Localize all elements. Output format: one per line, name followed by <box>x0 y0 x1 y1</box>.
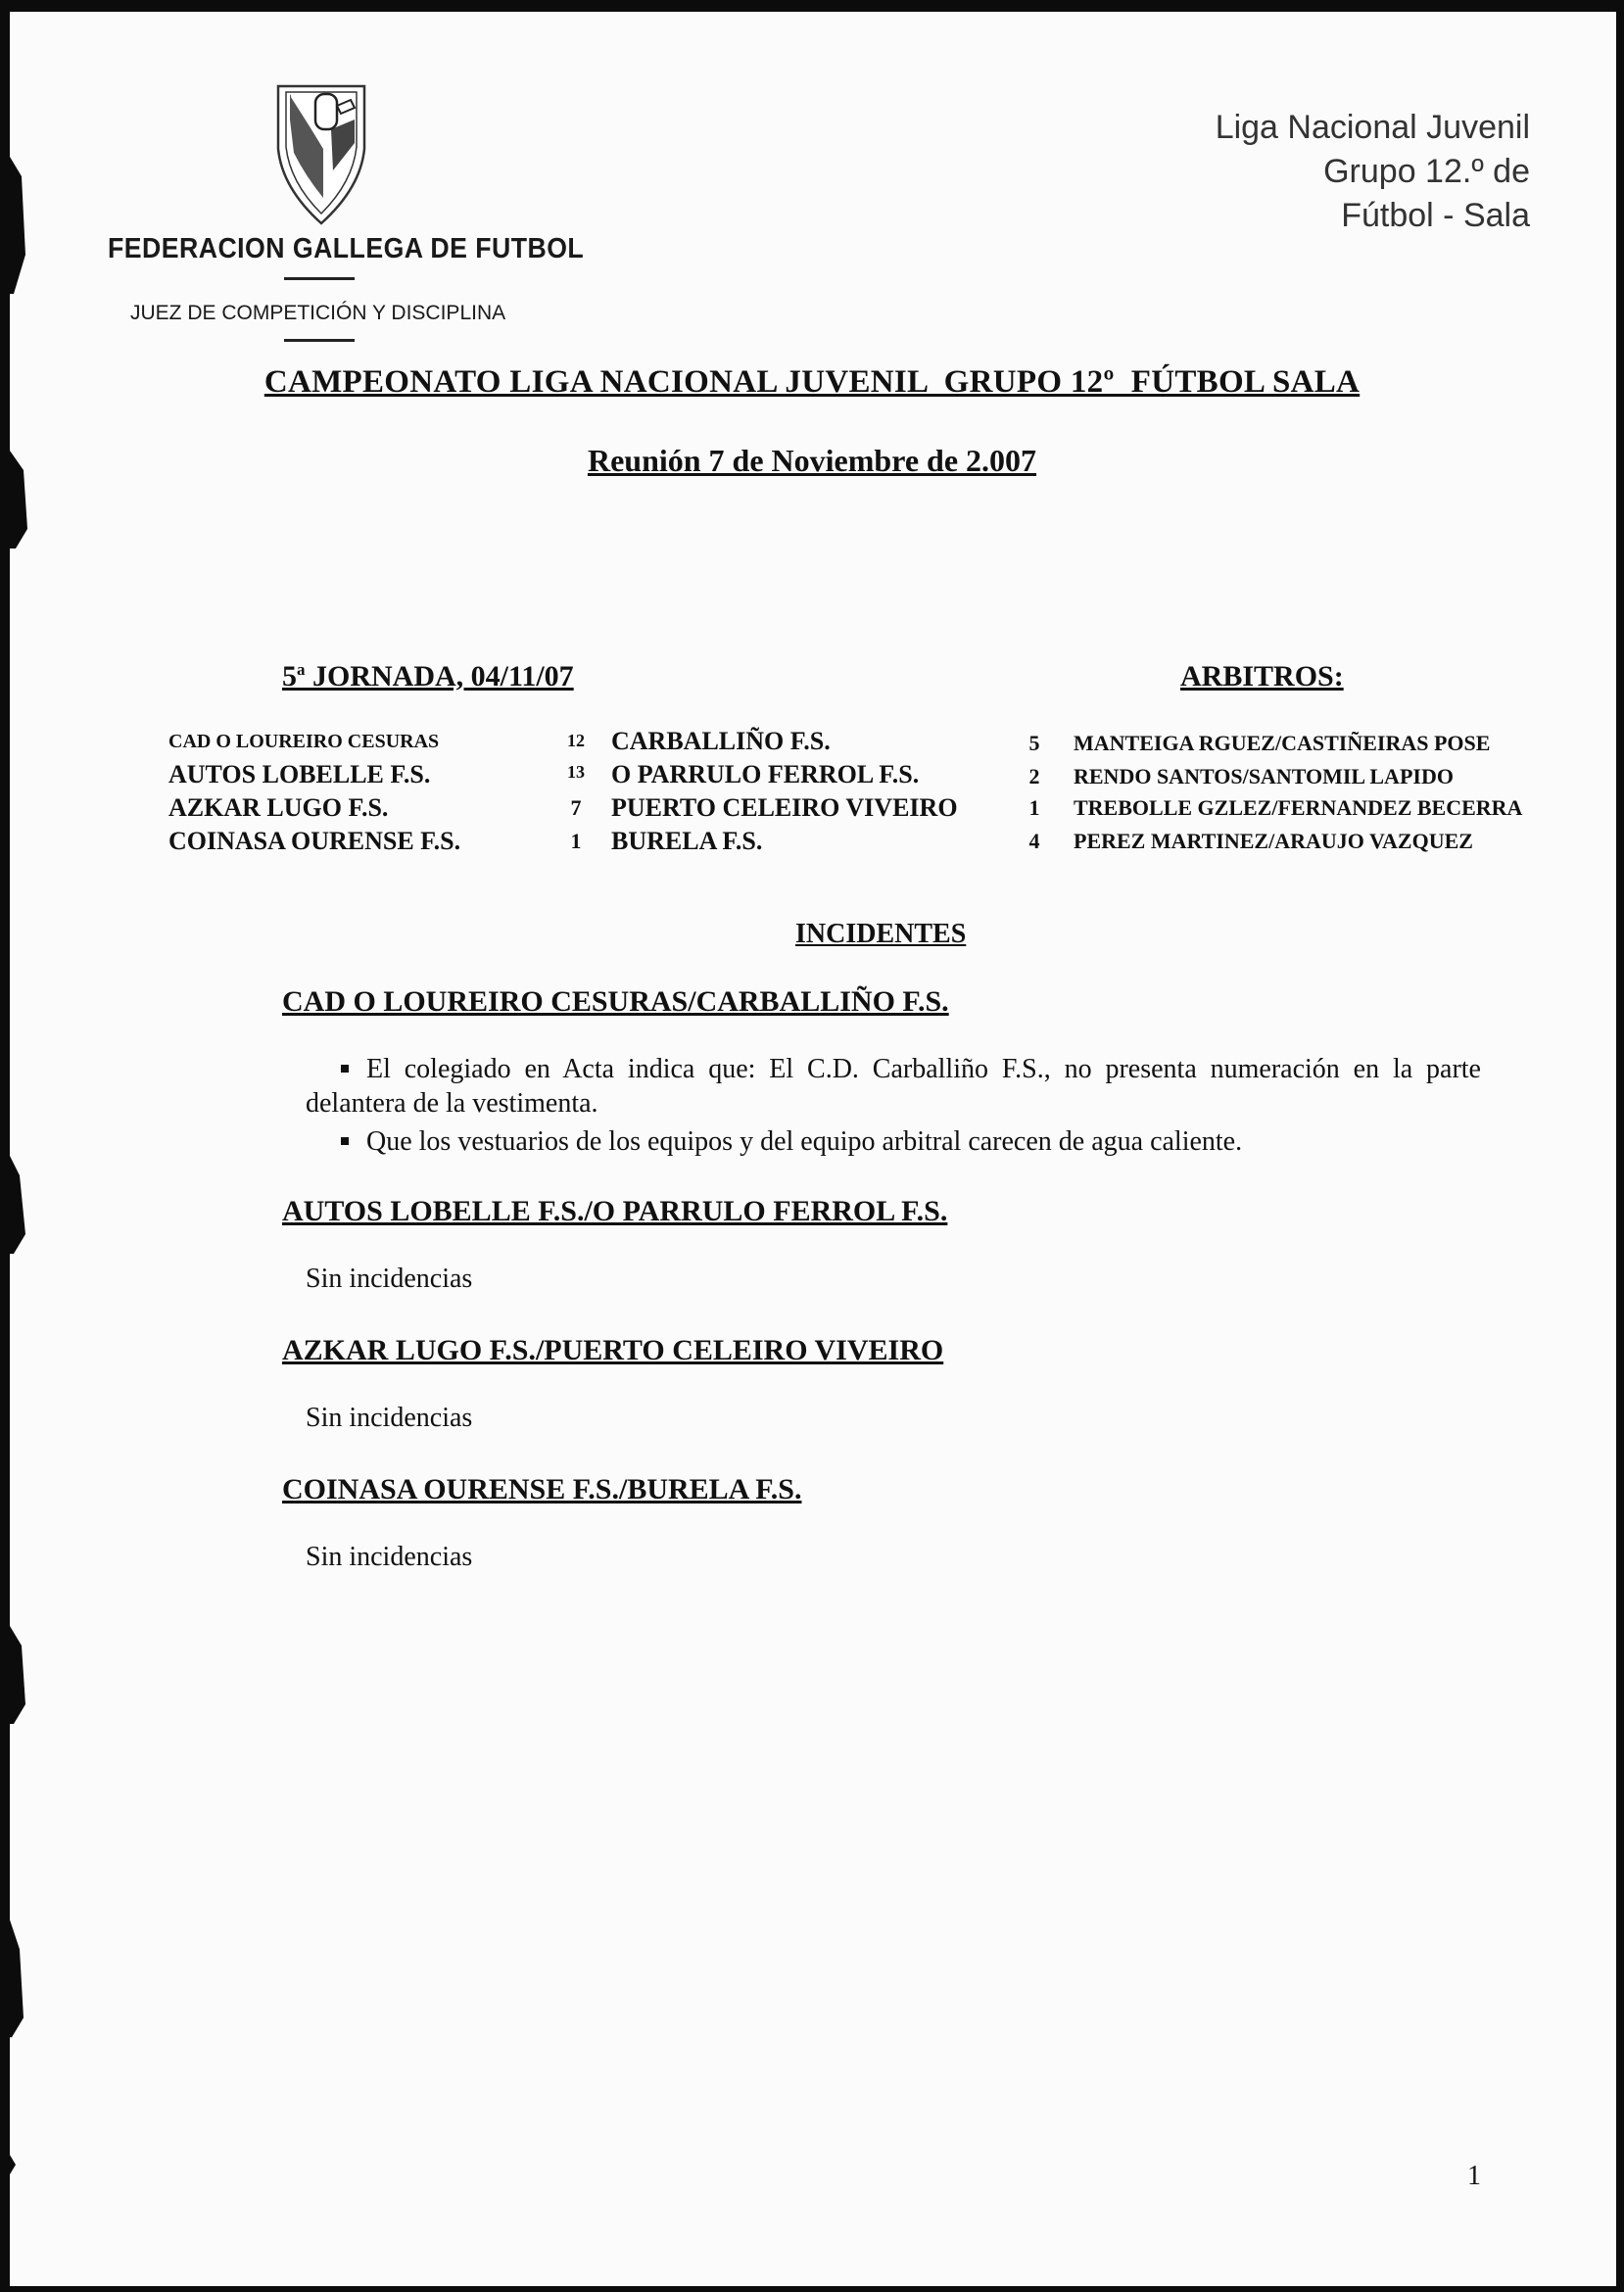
round-ordinal: a <box>297 660 306 679</box>
away-team: BURELA F.S. <box>611 827 763 855</box>
round-heading <box>282 660 574 693</box>
away-score: 4 <box>1028 829 1040 853</box>
committee-name: JUEZ DE COMPETICIÓN Y DISCIPLINA <box>130 302 506 324</box>
referees: TREBOLLE GZLEZ/FERNANDEZ BECERRA <box>1074 795 1523 820</box>
federation-crest-icon <box>272 80 370 227</box>
federation-name: FEDERACION GALLEGA DE FUTBOL <box>108 233 585 264</box>
away-team: PUERTO CELEIRO VIVEIRO <box>611 793 958 822</box>
home-score: 12 <box>567 731 585 750</box>
home-score: 13 <box>567 762 585 782</box>
incident-match-heading: COINASA OURENSE F.S./BURELA F.S. <box>282 1473 802 1505</box>
divider <box>284 339 355 342</box>
away-score: 1 <box>1028 795 1040 820</box>
league-label <box>1216 106 1530 238</box>
bullet-icon <box>341 1137 349 1145</box>
incident-item <box>341 1124 1242 1159</box>
incident-text: Sin incidencias <box>306 1264 473 1294</box>
round-label: JORNADA, 04/11/07 <box>305 660 574 692</box>
home-team: AUTOS LOBELLE F.S. <box>168 760 431 788</box>
incident-text: El colegiado en Acta indica que: El C.D. Carballiño F.S., no presenta numeración en la parte delantera de la vestimenta. <box>306 1054 1481 1119</box>
incident-text: Sin incidencias <box>306 1403 473 1433</box>
league-line: Grupo 12.º de <box>1323 153 1530 190</box>
incident-match-heading: AZKAR LUGO F.S./PUERTO CELEIRO VIVEIRO <box>282 1334 944 1366</box>
home-team: COINASA OURENSE F.S. <box>168 827 461 855</box>
league-line: Liga Nacional Juvenil <box>1215 109 1530 146</box>
round-number: 5 <box>282 660 297 692</box>
page-number: 1 <box>1467 2161 1481 2191</box>
home-team: AZKAR LUGO F.S. <box>168 793 389 822</box>
document-title: CAMPEONATO LIGA NACIONAL JUVENIL GRUPO 12º FÚTBOL SALA <box>263 364 1361 400</box>
league-line: Fútbol - Sala <box>1341 197 1530 234</box>
home-team: CAD O LOUREIRO CESURAS <box>168 731 440 752</box>
referees: MANTEIGA RGUEZ/CASTIÑEIRAS POSE <box>1074 731 1491 755</box>
home-score: 7 <box>570 795 582 820</box>
away-team: O PARRULO FERROL F.S. <box>611 760 920 788</box>
meeting-date: Reunión 7 de Noviembre de 2.007 <box>587 443 1037 478</box>
referees: PEREZ MARTINEZ/ARAUJO VAZQUEZ <box>1074 829 1473 853</box>
away-score: 2 <box>1028 764 1040 788</box>
incident-item <box>306 1052 1481 1121</box>
incidents-heading: INCIDENTES <box>795 919 967 949</box>
away-team: CARBALLIÑO F.S. <box>611 727 831 755</box>
away-score: 5 <box>1028 731 1040 755</box>
incident-match-heading: AUTOS LOBELLE F.S./O PARRULO FERROL F.S. <box>282 1195 948 1227</box>
home-score: 1 <box>570 829 582 853</box>
incident-match-heading: CAD O LOUREIRO CESURAS/CARBALLIÑO F.S. <box>282 985 949 1018</box>
referees-heading: ARBITROS: <box>1180 660 1344 692</box>
incident-text: Sin incidencias <box>306 1542 473 1572</box>
divider <box>284 277 355 280</box>
incident-text: Que los vestuarios de los equipos y del equipo arbitral carecen de agua caliente. <box>366 1126 1243 1157</box>
torn-edge <box>0 0 29 2292</box>
referees: RENDO SANTOS/SANTOMIL LAPIDO <box>1074 764 1454 788</box>
bullet-icon <box>341 1065 349 1073</box>
